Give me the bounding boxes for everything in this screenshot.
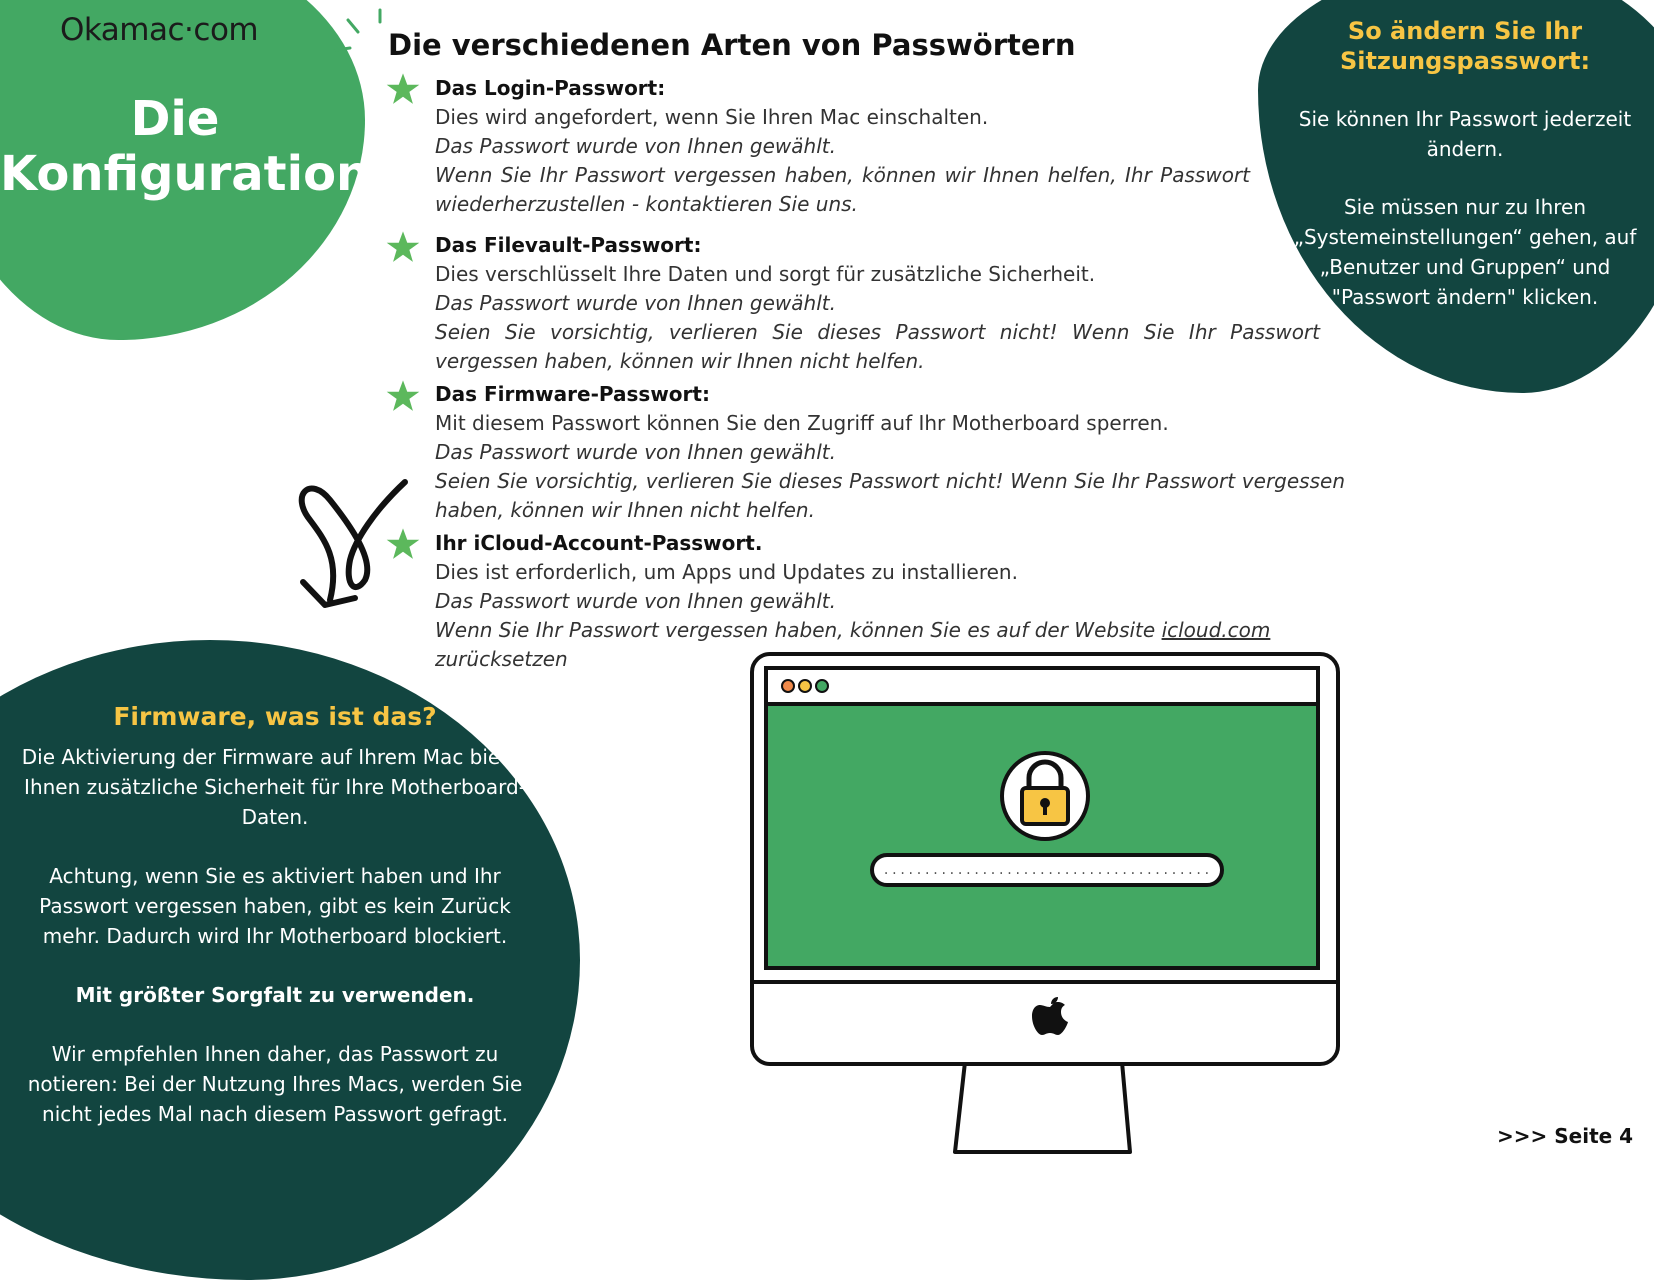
window-minimize-icon	[799, 680, 811, 692]
window-close-icon	[782, 680, 794, 692]
section-line: Seien Sie vorsichtig, verlieren Sie dieses Passwort nicht! Wenn Sie Ihr Passwort vergessen haben, können wir Ihnen nicht helfen.	[435, 320, 1320, 373]
session-box	[1290, 16, 1640, 312]
imac-illustration	[750, 652, 1350, 1162]
section-line: Wenn Sie Ihr Passwort vergessen haben, können wir Ihnen helfen, Ihr Passwort wiederherzustellen - kontaktieren Sie uns.	[435, 163, 1250, 216]
firmware-title: Firmware, was ist das?	[113, 702, 437, 731]
window-maximize-icon	[816, 680, 828, 692]
page-label: Seite 4	[1554, 1124, 1634, 1148]
imac-stand	[955, 1062, 1130, 1152]
firmware-text-2: Achtung, wenn Sie es aktiviert haben und Ihr Passwort vergessen haben, gibt es kein Zurück mehr. Dadurch wird Ihr Motherboard blockiert.	[39, 864, 511, 948]
section-heading: Das Login-Passwort:	[435, 76, 666, 100]
section-line: Wenn Sie Ihr Passwort vergessen haben, können Sie es auf der Website icloud.com zurücksetzen	[435, 618, 1271, 671]
section-line: Das Passwort wurde von Ihnen gewählt.	[435, 440, 836, 464]
hero-title-line1: Die	[130, 91, 220, 147]
section-line: Dies wird angefordert, wenn Sie Ihren Mac einschalten.	[435, 105, 989, 129]
star-icon	[386, 379, 420, 413]
session-text-2: Sie müssen nur zu Ihren „Systemeinstellungen“ gehen, auf „Benutzer und Gruppen“ und "Passwort ändern" klicken.	[1293, 195, 1637, 309]
section-heading: Ihr iCloud-Account-Passwort.	[435, 531, 763, 555]
section-line: Das Passwort wurde von Ihnen gewählt.	[435, 589, 836, 613]
session-text-1: Sie können Ihr Passwort jederzeit ändern.	[1298, 107, 1632, 161]
section-line: Das Passwort wurde von Ihnen gewählt.	[435, 291, 836, 315]
filevault-password-section	[435, 231, 1320, 376]
password-dots: ........................................	[882, 863, 1212, 877]
firmware-password-section	[435, 380, 1345, 525]
firmware-warning: Mit größter Sorgfalt zu verwenden.	[75, 983, 475, 1007]
login-password-section	[435, 74, 1250, 219]
session-title: So ändern Sie Ihr Sitzungspasswort:	[1339, 17, 1591, 75]
section-line: Das Passwort wurde von Ihnen gewählt.	[435, 134, 836, 158]
star-icon	[386, 72, 420, 106]
hero-title-line2: Konfiguration	[0, 146, 371, 202]
curly-arrow-icon	[295, 470, 420, 610]
firmware-text-4: Wir empfehlen Ihnen daher, das Passwort zu notieren: Bei der Nutzung Ihres Macs, werden Sie nicht jedes Mal nach diesem Passwort gefragt.	[27, 1042, 523, 1126]
sparkle-icon	[330, 4, 390, 54]
section-line: Mit diesem Passwort können Sie den Zugriff auf Ihr Motherboard sperren.	[435, 411, 1169, 435]
icloud-link[interactable]: icloud.com	[1161, 618, 1271, 642]
chevrons-icon: >>>	[1497, 1124, 1548, 1148]
section-heading: Das Firmware-Passwort:	[435, 382, 710, 406]
page-number	[1497, 1124, 1633, 1148]
hero-title	[0, 91, 371, 202]
star-icon	[386, 230, 420, 264]
page-title: Die verschiedenen Arten von Passwörtern	[388, 28, 1076, 62]
section-heading: Das Filevault-Passwort:	[435, 233, 702, 257]
section-line: Dies verschlüsselt Ihre Daten und sorgt für zusätzliche Sicherheit.	[435, 262, 1096, 286]
section-line: Dies ist erforderlich, um Apps und Updates zu installieren.	[435, 560, 1018, 584]
brand-logo: Okamac·com	[60, 12, 259, 48]
firmware-text-1: Die Aktivierung der Firmware auf Ihrem Mac bietet Ihnen zusätzliche Sicherheit für Ihre Motherboard-Daten.	[21, 745, 529, 829]
firmware-box	[10, 700, 540, 1158]
section-line: Seien Sie vorsichtig, verlieren Sie dieses Passwort nicht! Wenn Sie Ihr Passwort vergessen haben, können wir Ihnen nicht helfen.	[435, 469, 1345, 522]
